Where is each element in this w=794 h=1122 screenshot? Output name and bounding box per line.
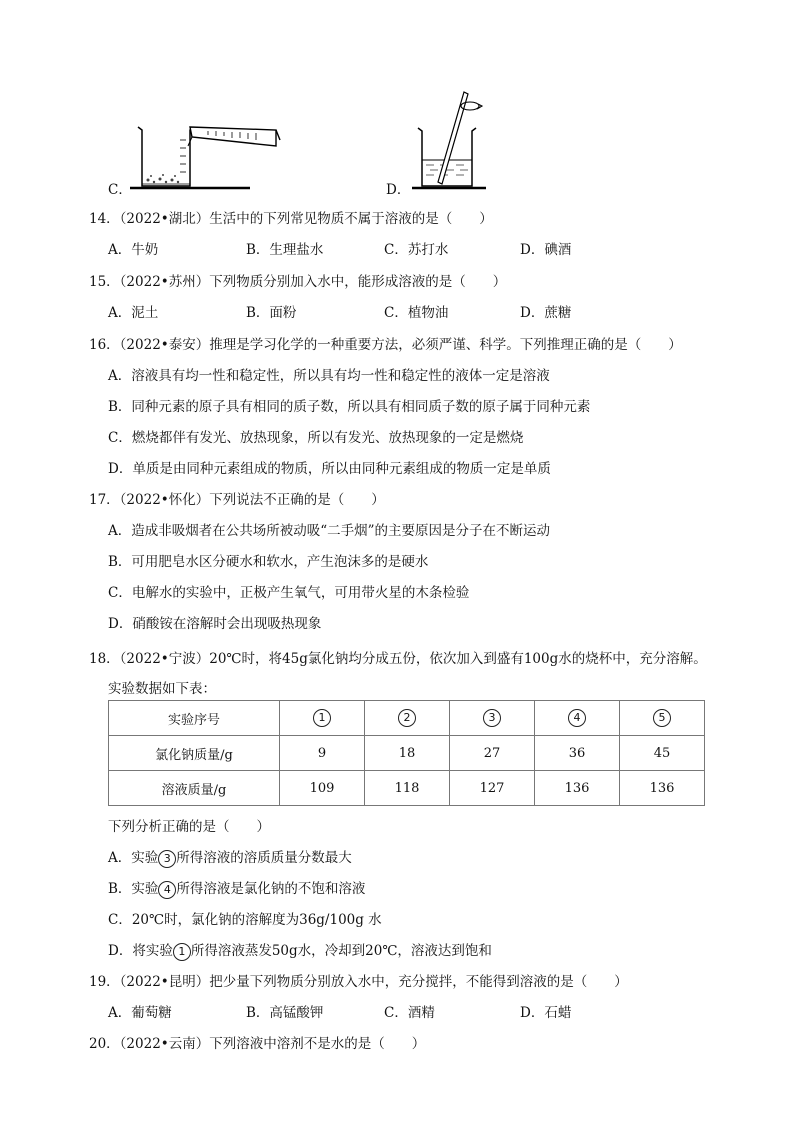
option-c[interactable]: C．电解水的实验中，正极产生氧气，可用带火星的木条检验 — [108, 585, 470, 601]
experiment-number: 5 — [653, 709, 671, 727]
table-header-cell — [450, 701, 535, 736]
table-cell: 45 — [620, 736, 705, 771]
option-a[interactable]: A．溶液具有均一性和稳定性，所以具有均一性和稳定性的液体一定是溶液 — [108, 368, 550, 384]
option-c[interactable]: C．植物油 — [384, 305, 449, 321]
experiment-number: 2 — [398, 709, 416, 727]
question-14-stem: 14．（2022•湖北）生活中的下列常见物质不属于溶液的是（ ） — [89, 211, 493, 227]
option-c[interactable]: C．20℃时，氯化钠的溶解度为36g/100g 水 — [108, 912, 382, 928]
option-c[interactable]: C．苏打水 — [384, 242, 449, 258]
table-row — [109, 701, 705, 736]
experiment-data-table — [108, 700, 705, 806]
question-16-stem: 16．（2022•泰安）推理是学习化学的一种重要方法，必须严谨、科学。下列推理正确的是（ ） — [89, 337, 682, 353]
option-text: D．将实验 — [108, 943, 173, 959]
option-text: 所得溶液是氯化钠的不饱和溶液 — [176, 881, 366, 897]
option-d[interactable]: D．蔗糖 — [520, 305, 572, 321]
table-cell: 118 — [365, 771, 450, 806]
experiment-number: 4 — [568, 709, 586, 727]
figure-d-stirring-illustration — [412, 88, 492, 192]
option-text: A．实验 — [108, 850, 159, 866]
table-cell: 溶液质量/g — [109, 771, 280, 806]
question-18-stem: 18．（2022•宁波）20℃时，将45g氯化钠均分成五份，依次加入到盛有100g水的烧杯中，充分溶解。 — [89, 651, 707, 667]
experiment-number: 4 — [158, 881, 176, 899]
option-b[interactable]: B．同种元素的原子具有相同的质子数，所以具有相同质子数的原子属于同种元素 — [108, 399, 591, 415]
table-cell: 109 — [280, 771, 365, 806]
option-a[interactable] — [108, 846, 352, 868]
table-cell: 136 — [535, 771, 620, 806]
table-header-cell — [535, 701, 620, 736]
question-19-stem: 19．（2022•昆明）把少量下列物质分别放入水中，充分搅拌，不能得到溶液的是（ ） — [89, 974, 628, 990]
experiment-number: 1 — [313, 709, 331, 727]
option-text: 所得溶液蒸发50g水，冷却到20℃，溶液达到饱和 — [190, 943, 492, 959]
table-cell: 9 — [280, 736, 365, 771]
option-b[interactable]: B．高锰酸钾 — [246, 1005, 324, 1021]
option-b[interactable]: B．可用肥皂水区分硬水和软水，产生泡沫多的是硬水 — [108, 554, 429, 570]
table-header-cell — [620, 701, 705, 736]
question-15-options — [0, 301, 794, 321]
experiment-number: 1 — [173, 943, 191, 961]
option-a[interactable]: A．牛奶 — [108, 242, 159, 258]
question-15-stem: 15．（2022•苏州）下列物质分别加入水中，能形成溶液的是（ ） — [89, 274, 507, 290]
table-row — [109, 736, 705, 771]
table-cell: 136 — [620, 771, 705, 806]
experiment-number: 3 — [483, 709, 501, 727]
option-text: B．实验 — [108, 881, 159, 897]
question-19-options — [0, 1001, 794, 1021]
question-17-stem: 17．（2022•怀化）下列说法不正确的是（ ） — [89, 492, 385, 508]
option-d[interactable]: D．石蜡 — [520, 1005, 572, 1021]
figure-c-label: C． — [108, 182, 132, 198]
option-b[interactable] — [108, 877, 365, 899]
experiment-number: 3 — [158, 850, 176, 868]
question-14-options — [0, 238, 794, 258]
table-row — [109, 771, 705, 806]
option-b[interactable]: B．生理盐水 — [246, 242, 324, 258]
question-20-stem: 20．（2022•云南）下列溶液中溶剂不是水的是（ ） — [89, 1036, 426, 1052]
option-c[interactable]: C．燃烧都伴有发光、放热现象，所以有发光、放热现象的一定是燃烧 — [108, 430, 524, 446]
figure-d-label: D． — [386, 182, 411, 198]
question-18-prompt: 下列分析正确的是（ ） — [108, 819, 270, 835]
table-cell: 18 — [365, 736, 450, 771]
option-d[interactable]: D．碘酒 — [520, 242, 572, 258]
option-c[interactable]: C．酒精 — [384, 1005, 435, 1021]
option-d[interactable] — [108, 939, 492, 961]
table-cell: 27 — [450, 736, 535, 771]
figure-c-pouring-illustration — [130, 110, 280, 192]
table-cell: 36 — [535, 736, 620, 771]
option-a[interactable]: A．葡萄糖 — [108, 1005, 172, 1021]
table-cell: 127 — [450, 771, 535, 806]
option-d[interactable]: D．硝酸铵在溶解时会出现吸热现象 — [108, 616, 322, 632]
question-18-intro: 实验数据如下表： — [108, 681, 216, 697]
table-cell: 氯化钠质量/g — [109, 736, 280, 771]
table-header-cell — [365, 701, 450, 736]
table-header-cell: 实验序号 — [109, 701, 280, 736]
option-b[interactable]: B．面粉 — [246, 305, 297, 321]
option-a[interactable]: A．泥土 — [108, 305, 159, 321]
table-header-cell — [280, 701, 365, 736]
option-text: 所得溶液的溶质质量分数最大 — [176, 850, 352, 866]
option-d[interactable]: D．单质是由同种元素组成的物质，所以由同种元素组成的物质一定是单质 — [108, 461, 551, 477]
option-a[interactable]: A．造成非吸烟者在公共场所被动吸“二手烟”的主要原因是分子在不断运动 — [108, 523, 551, 539]
